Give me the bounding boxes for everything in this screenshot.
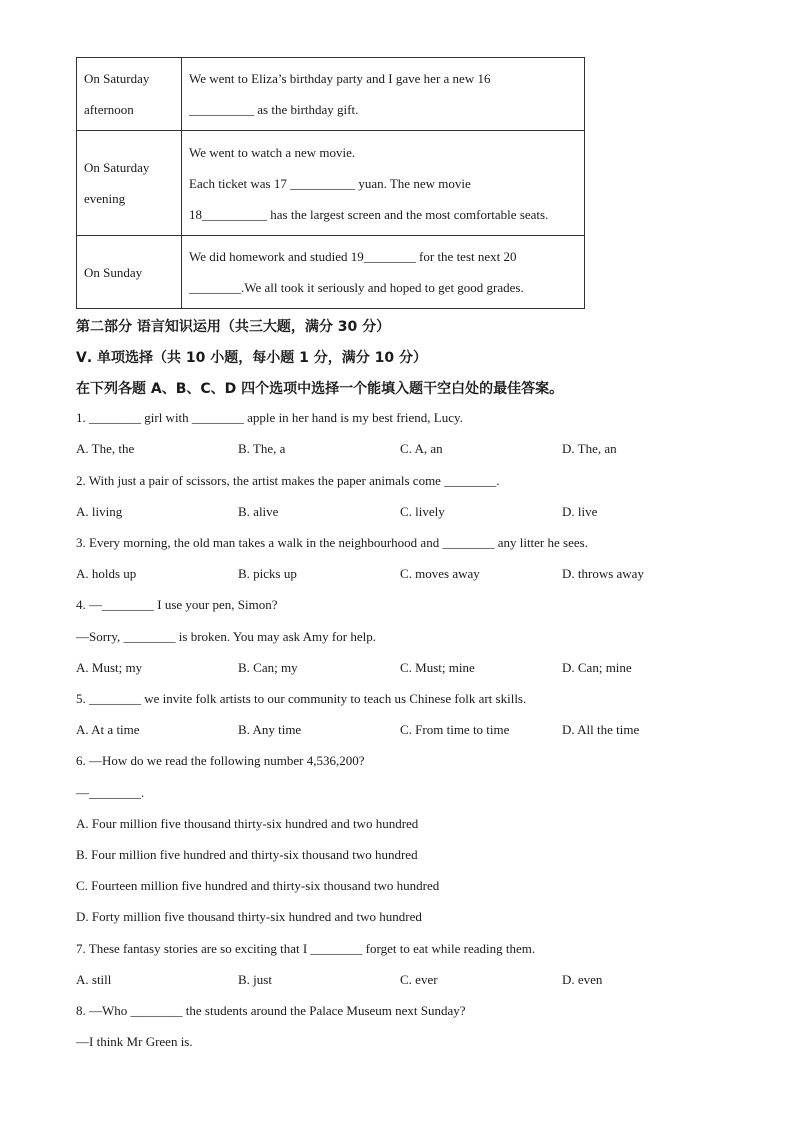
option-c: C. From time to time bbox=[400, 722, 510, 737]
question-stem: 5. ________ we invite folk artists to our community to teach us Chinese folk art skills. bbox=[76, 691, 527, 706]
option-b: B. picks up bbox=[238, 566, 297, 581]
schedule-table bbox=[76, 57, 585, 309]
option-d: D. even bbox=[562, 972, 603, 987]
option-b: B. alive bbox=[238, 504, 279, 519]
section-instruction: 在下列各题 A、B、C、D 四个选项中选择一个能填入题干空白处的最佳答案。 bbox=[76, 381, 564, 397]
option-d: D. All the time bbox=[562, 722, 640, 737]
option-b: B. Any time bbox=[238, 722, 302, 737]
activity-cell: We did homework and studied 19________ for the test next 20 ________.We all took it seriously and hoped to get good grades. bbox=[182, 236, 585, 309]
option-d: D. live bbox=[562, 504, 598, 519]
section-title: Ⅴ. 单项选择（共 10 小题，每小题 1 分，满分 10 分） bbox=[76, 350, 427, 366]
question-stem: 3. Every morning, the old man takes a walk in the neighbourhood and ________ any litter he sees. bbox=[76, 535, 588, 550]
option-a: A. At a time bbox=[76, 722, 140, 737]
option-a: A. living bbox=[76, 504, 123, 519]
option-d: D. throws away bbox=[562, 566, 644, 581]
option-a: A. Four million five thousand thirty-six hundred and two hundred bbox=[76, 816, 419, 831]
day-cell: On Sunday bbox=[77, 236, 182, 309]
activity-cell: We went to Eliza’s birthday party and I gave her a new 16 __________ as the birthday gift. bbox=[182, 58, 585, 131]
day-cell: On Saturday evening bbox=[77, 131, 182, 236]
option-d: D. Forty million five thousand thirty-six hundred and two hundred bbox=[76, 909, 422, 924]
question-stem: 8. —Who ________ the students around the Palace Museum next Sunday? bbox=[76, 1003, 466, 1018]
question-stem-line2: —I think Mr Green is. bbox=[76, 1034, 193, 1049]
part-title: 第二部分 语言知识运用（共三大题，满分 30 分） bbox=[76, 319, 391, 335]
option-a: A. Must; my bbox=[76, 660, 143, 675]
question-stem: 7. These fantasy stories are so exciting that I ________ forget to eat while reading them. bbox=[76, 941, 536, 956]
table-row bbox=[77, 236, 585, 309]
table-row bbox=[77, 131, 585, 236]
option-b: B. Four million five hundred and thirty-six thousand two hundred bbox=[76, 847, 418, 862]
option-a: A. The, the bbox=[76, 441, 135, 456]
question-stem: 4. —________ I use your pen, Simon? bbox=[76, 597, 278, 612]
option-d: D. Can; mine bbox=[562, 660, 632, 675]
option-d: D. The, an bbox=[562, 441, 617, 456]
question-stem-line2: —________. bbox=[76, 785, 145, 800]
option-c: C. lively bbox=[400, 504, 445, 519]
activity-cell: We went to watch a new movie. Each ticket was 17 __________ yuan. The new movie 18__________ has the largest screen and the most comfortable seats. bbox=[182, 131, 585, 236]
option-b: B. The, a bbox=[238, 441, 286, 456]
question-stem: 2. With just a pair of scissors, the artist makes the paper animals come ________. bbox=[76, 473, 500, 488]
option-c: C. ever bbox=[400, 972, 438, 987]
option-b: B. just bbox=[238, 972, 272, 987]
option-a: A. still bbox=[76, 972, 112, 987]
day-cell: On Saturday afternoon bbox=[77, 58, 182, 131]
question-stem-line2: —Sorry, ________ is broken. You may ask Amy for help. bbox=[76, 629, 376, 644]
question-stem: 1. ________ girl with ________ apple in her hand is my best friend, Lucy. bbox=[76, 410, 463, 425]
option-c: C. A, an bbox=[400, 441, 443, 456]
option-c: C. moves away bbox=[400, 566, 480, 581]
question-stem: 6. —How do we read the following number 4,536,200? bbox=[76, 753, 365, 768]
option-c: C. Fourteen million five hundred and thirty-six thousand two hundred bbox=[76, 878, 440, 893]
table-row bbox=[77, 58, 585, 131]
option-b: B. Can; my bbox=[238, 660, 298, 675]
option-a: A. holds up bbox=[76, 566, 137, 581]
option-c: C. Must; mine bbox=[400, 660, 475, 675]
